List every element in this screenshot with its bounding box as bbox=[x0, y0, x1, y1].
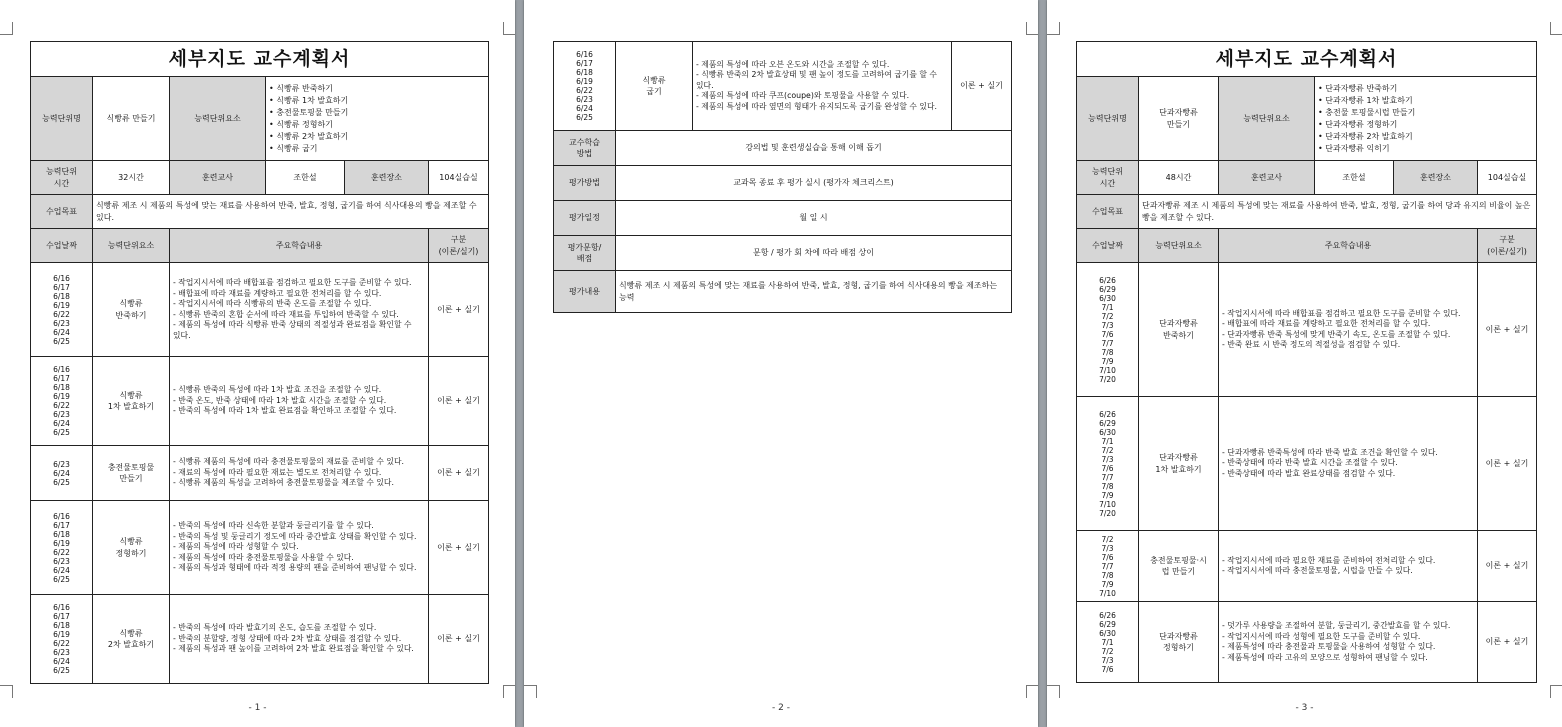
lesson-date: 7/2 bbox=[1101, 534, 1114, 544]
lesson-content-line: - 재료의 특성에 따라 필요한 재료는 별도로 전처리할 수 있다. bbox=[173, 467, 382, 477]
lesson-date: 7/7 bbox=[1101, 338, 1114, 348]
lesson-content-line: - 식빵류 제품의 특성을 고려하여 충전물토핑물을 제조할 수 있다. bbox=[173, 478, 394, 488]
lesson-date: 7/1 bbox=[1101, 637, 1114, 647]
goal-text: 단과자빵류 제조 시 제품의 특성에 맞는 재료를 사용하여 반죽, 발효, 정형, 굽기를 하여 당과 유지의 비율이 높은 빵을 제조할 수 있다. bbox=[1139, 195, 1537, 229]
lesson-dates bbox=[31, 263, 93, 357]
eval-content-label: 평가내용 bbox=[554, 271, 616, 313]
lesson-type: 이론 + 실기 bbox=[1478, 531, 1537, 602]
teacher-label: 훈련교사 bbox=[170, 161, 266, 195]
lesson-content-line: - 식빵류 제품의 특성에 따라 충전물토핑물의 재료를 준비할 수 있다. bbox=[173, 457, 404, 467]
lesson-type: 이론 + 실기 bbox=[429, 595, 489, 684]
element-list-item: • 식빵류 1차 발효하기 bbox=[269, 95, 349, 105]
lesson-date: 6/29 bbox=[1099, 418, 1116, 428]
lesson-row bbox=[1077, 531, 1537, 602]
lesson-date: 6/24 bbox=[53, 657, 70, 666]
lesson-content-line: - 작업지시서에 따라 배합표를 점검하고 필요한 도구를 준비할 수 있다. bbox=[173, 278, 412, 287]
lesson-content bbox=[1219, 531, 1478, 602]
method-label: 교수학습 방법 bbox=[554, 131, 616, 166]
lesson-date: 7/7 bbox=[1101, 561, 1114, 571]
lesson-date: 7/3 bbox=[1101, 320, 1114, 330]
page-number: - 2 - bbox=[772, 703, 790, 713]
element-list-item: • 단과자빵류 2차 발효하기 bbox=[1318, 131, 1413, 141]
lesson-date: 7/10 bbox=[1099, 365, 1116, 375]
plan-table bbox=[1076, 41, 1537, 683]
lesson-dates bbox=[1077, 531, 1139, 602]
hours-label: 능력단위 시간 bbox=[1077, 161, 1139, 195]
lesson-date: 7/8 bbox=[1101, 481, 1114, 491]
lesson-type: 이론 + 실기 bbox=[1478, 602, 1537, 683]
lesson-content-line: - 배합표에 따라 재료를 계량하고 필요한 전처리를 할 수 있다. bbox=[173, 288, 382, 298]
lesson-element: 단과자빵류 정형하기 bbox=[1139, 602, 1219, 683]
lesson-date: 6/23 bbox=[53, 318, 70, 328]
lesson-date: 6/26 bbox=[1099, 409, 1116, 419]
element-list-item: • 충전물 토핑물시럽 만들기 bbox=[1318, 107, 1416, 117]
lesson-element: 식빵류 반죽하기 bbox=[93, 263, 170, 357]
element-col-header: 능력단위요소 bbox=[93, 229, 170, 263]
lesson-date: 6/25 bbox=[53, 477, 70, 487]
lesson-date: 6/23 bbox=[53, 459, 70, 469]
lesson-content-line: - 식빵류 반죽의 2차 발효상태 및 팬 높이 정도를 고려하여 굽기를 할 수 있다. bbox=[696, 70, 937, 90]
lesson-date: 6/19 bbox=[53, 300, 70, 310]
hours-label: 능력단위 시간 bbox=[31, 161, 93, 195]
lesson-content-line: - 반죽상태에 따라 발효 완료상태를 점검할 수 있다. bbox=[1222, 468, 1396, 478]
element-col-header: 능력단위요소 bbox=[1139, 229, 1219, 263]
lesson-date: 6/23 bbox=[53, 648, 70, 657]
teacher: 조한설 bbox=[1315, 161, 1394, 195]
lesson-date: 6/22 bbox=[53, 639, 70, 648]
place: 104실습실 bbox=[1478, 161, 1537, 195]
lesson-date: 6/17 bbox=[53, 520, 70, 530]
lesson-date: 7/6 bbox=[1101, 552, 1114, 562]
eval-method-text: 교과목 종료 후 평가 실시 (평가자 체크리스트) bbox=[616, 166, 1012, 201]
lesson-date: 7/7 bbox=[1101, 472, 1114, 482]
lesson-date: 7/10 bbox=[1099, 588, 1116, 598]
lesson-date: 6/30 bbox=[1099, 427, 1116, 437]
lesson-date: 6/18 bbox=[53, 529, 70, 539]
lesson-content-line: - 반죽 완료 시 반죽 정도의 적절성을 점검할 수 있다. bbox=[1222, 340, 1401, 349]
lesson-row bbox=[31, 263, 489, 357]
lesson-date: 7/20 bbox=[1099, 374, 1116, 384]
lesson-content bbox=[170, 357, 429, 446]
lesson-content-line: - 덧가루 사용량을 조절하여 분할, 둥글리기, 중간발효를 할 수 있다. bbox=[1222, 621, 1451, 630]
lesson-content bbox=[693, 42, 952, 131]
lesson-content bbox=[170, 595, 429, 684]
lesson-element: 식빵류 굽기 bbox=[616, 42, 693, 131]
element-list-item: • 단과자빵류 정형하기 bbox=[1318, 119, 1398, 129]
lesson-row bbox=[31, 501, 489, 595]
lesson-date: 6/26 bbox=[1099, 610, 1116, 620]
goal-label: 수업목표 bbox=[31, 195, 93, 229]
lesson-date: 6/22 bbox=[53, 401, 70, 410]
element-list-item: • 식빵류 2차 발효하기 bbox=[269, 131, 349, 141]
lesson-date: 7/3 bbox=[1101, 454, 1114, 464]
lesson-dates bbox=[31, 501, 93, 595]
lesson-date: 6/22 bbox=[53, 309, 70, 319]
page-1 bbox=[0, 0, 515, 727]
place-label: 훈련장소 bbox=[345, 161, 429, 195]
lesson-date: 7/6 bbox=[1101, 329, 1114, 339]
element-list-item: • 식빵류 반죽하기 bbox=[269, 83, 333, 93]
lesson-content-line: - 제품의 특성과 팬 높이를 고려하여 2차 발효 완료점을 확인할 수 있다. bbox=[173, 644, 414, 654]
lesson-content-line: - 제품특성에 따라 고유의 모양으로 성형하여 팬닝할 수 있다. bbox=[1222, 652, 1428, 662]
unit-name-label: 능력단위명 bbox=[1077, 77, 1139, 161]
lesson-element: 단과자빵류 반죽하기 bbox=[1139, 263, 1219, 397]
lesson-content bbox=[170, 501, 429, 595]
lesson-date: 7/9 bbox=[1101, 356, 1114, 366]
lesson-date: 6/16 bbox=[53, 511, 70, 521]
lesson-date: 6/16 bbox=[53, 365, 70, 374]
lesson-content-line: - 제품특성에 따라 충전물과 토핑물을 사용하여 성형할 수 있다. bbox=[1222, 642, 1436, 651]
lesson-content-line: - 단과자빵류 반죽특성에 따라 반죽 발효 조건을 확인할 수 있다. bbox=[1222, 447, 1438, 457]
lesson-row bbox=[1077, 263, 1537, 397]
lesson-date: 6/26 bbox=[1099, 275, 1116, 285]
eval-content-text: 식빵류 제조 시 제품의 특성에 맞는 재료를 사용하여 반죽, 발효, 정형, 굽기를 하여 식사대용의 빵을 제조하는 능력 bbox=[616, 271, 1012, 313]
lesson-element: 식빵류 1차 발효하기 bbox=[93, 357, 170, 446]
lesson-date: 7/20 bbox=[1099, 508, 1116, 518]
lesson-type: 이론 + 실기 bbox=[952, 42, 1012, 131]
lesson-content-line: - 반죽의 특성에 따라 1차 발효 완료점을 확인하고 조절할 수 있다. bbox=[173, 406, 397, 416]
lesson-date: 7/2 bbox=[1101, 311, 1114, 321]
lesson-row bbox=[1077, 602, 1537, 683]
lesson-content-line: - 제품의 특성에 따라 충전물토핑물을 사용할 수 있다. bbox=[173, 552, 354, 562]
lesson-content-line: - 작업지시서에 따라 성형에 필요한 도구를 준비할 수 있다. bbox=[1222, 631, 1421, 641]
place-label: 훈련장소 bbox=[1394, 161, 1478, 195]
lesson-dates bbox=[31, 595, 93, 684]
lesson-date: 7/6 bbox=[1101, 664, 1114, 674]
lesson-element: 식빵류 정형하기 bbox=[93, 501, 170, 595]
teacher-label: 훈련교사 bbox=[1219, 161, 1315, 195]
page-3 bbox=[1047, 0, 1562, 727]
lesson-type: 이론 + 실기 bbox=[1478, 397, 1537, 531]
lesson-content-line: - 제품의 특성에 따라 성형할 수 있다. bbox=[173, 542, 299, 552]
unit-name: 식빵류 만들기 bbox=[93, 77, 170, 161]
lesson-content-line: - 반죽의 특성에 따라 신속한 분할과 둥글리기를 할 수 있다. bbox=[173, 521, 374, 531]
lesson-dates bbox=[1077, 397, 1139, 531]
lesson-date: 6/23 bbox=[53, 410, 70, 419]
lesson-date: 7/3 bbox=[1101, 543, 1114, 553]
lesson-dates bbox=[31, 357, 93, 446]
lesson-date: 6/30 bbox=[1099, 293, 1116, 303]
teacher: 조한설 bbox=[266, 161, 345, 195]
lesson-date: 6/18 bbox=[576, 68, 593, 77]
lesson-date: 6/17 bbox=[53, 282, 70, 292]
lesson-date: 7/3 bbox=[1101, 655, 1114, 665]
lesson-content-line: - 반죽의 특성에 따라 발효기의 온도, 습도를 조절할 수 있다. bbox=[173, 623, 377, 633]
doc-title: 세부지도 교수계획서 bbox=[31, 42, 489, 77]
lesson-dates bbox=[1077, 602, 1139, 683]
method-text: 강의법 및 훈련생실습을 통해 이해 돕기 bbox=[616, 131, 1012, 166]
lesson-dates bbox=[554, 42, 616, 131]
lesson-dates bbox=[31, 446, 93, 501]
lesson-date: 6/30 bbox=[1099, 628, 1116, 638]
lesson-date: 6/16 bbox=[576, 50, 593, 59]
lesson-type: 이론 + 실기 bbox=[429, 263, 489, 357]
lesson-date: 6/24 bbox=[53, 327, 70, 337]
lesson-date: 6/24 bbox=[53, 565, 70, 575]
lesson-date: 6/19 bbox=[576, 77, 593, 86]
hours: 32시간 bbox=[93, 161, 170, 195]
content-col-header: 주요학습내용 bbox=[170, 229, 429, 263]
lesson-date: 6/25 bbox=[53, 666, 70, 675]
lesson-date: 6/17 bbox=[576, 59, 593, 68]
lesson-date: 7/8 bbox=[1101, 570, 1114, 580]
eval-item-text: 문항 / 평가 회 차에 따라 배점 상이 bbox=[616, 236, 1012, 271]
page-2 bbox=[524, 0, 1038, 727]
lesson-content-line: - 제품의 특성에 따라 쿠프(coupe)와 토핑물을 사용할 수 있다. bbox=[696, 91, 910, 101]
lesson-date: 7/9 bbox=[1101, 579, 1114, 589]
place: 104실습실 bbox=[429, 161, 489, 195]
lesson-content-line: - 제품의 특성에 따라 식빵류 반죽 상태의 적절성과 완료점을 확인할 수 있다. bbox=[173, 320, 412, 340]
type-col-header: 구분 (이론/실기) bbox=[1478, 229, 1537, 263]
lesson-content-line: - 제품의 특성에 따라 오븐 온도와 시간을 조절할 수 있다. bbox=[696, 59, 890, 69]
lesson-row bbox=[31, 595, 489, 684]
date-col-header: 수업날짜 bbox=[31, 229, 93, 263]
lesson-date: 6/17 bbox=[53, 374, 70, 383]
lesson-content bbox=[170, 446, 429, 501]
lesson-date: 7/8 bbox=[1101, 347, 1114, 357]
lesson-type: 이론 + 실기 bbox=[1478, 263, 1537, 397]
element-list-item: • 단과자빵류 익히기 bbox=[1318, 143, 1390, 153]
eval-schedule-text: 월 일 시 bbox=[616, 201, 1012, 236]
lesson-content bbox=[1219, 602, 1478, 683]
lesson-date: 6/29 bbox=[1099, 619, 1116, 629]
lesson-date: 6/17 bbox=[53, 612, 70, 621]
lesson-date: 7/10 bbox=[1099, 499, 1116, 509]
lesson-date: 6/18 bbox=[53, 383, 70, 392]
lesson-date: 7/6 bbox=[1101, 463, 1114, 473]
lesson-date: 6/24 bbox=[576, 104, 593, 113]
lesson-date: 6/25 bbox=[53, 428, 70, 437]
content-col-header: 주요학습내용 bbox=[1219, 229, 1478, 263]
lesson-element: 단과자빵류 1차 발효하기 bbox=[1139, 397, 1219, 531]
lesson-type: 이론 + 실기 bbox=[429, 446, 489, 501]
hours: 48시간 bbox=[1139, 161, 1219, 195]
lesson-row bbox=[1077, 397, 1537, 531]
lesson-element: 식빵류 2차 발효하기 bbox=[93, 595, 170, 684]
element-list-item: • 식빵류 굽기 bbox=[269, 143, 318, 153]
lesson-type: 이론 + 실기 bbox=[429, 357, 489, 446]
lesson-date: 7/2 bbox=[1101, 646, 1114, 656]
lesson-date: 6/16 bbox=[53, 273, 70, 283]
lesson-date: 6/19 bbox=[53, 538, 70, 548]
element-list-item: • 식빵류 정형하기 bbox=[269, 119, 333, 129]
lesson-date: 7/1 bbox=[1101, 302, 1114, 312]
lesson-date: 6/18 bbox=[53, 291, 70, 301]
doc-title: 세부지도 교수계획서 bbox=[1077, 42, 1537, 77]
lesson-content-line: - 반죽의 분할량, 정형 상태에 따라 2차 발효 상태를 점검할 수 있다. bbox=[173, 633, 402, 643]
lesson-date: 6/23 bbox=[576, 95, 593, 104]
lesson-type: 이론 + 실기 bbox=[429, 501, 489, 595]
lesson-date: 6/19 bbox=[53, 392, 70, 401]
lesson-content bbox=[170, 263, 429, 357]
date-col-header: 수업날짜 bbox=[1077, 229, 1139, 263]
unit-element-label: 능력단위요소 bbox=[1219, 77, 1315, 161]
lesson-date: 6/24 bbox=[53, 419, 70, 428]
lesson-date: 6/19 bbox=[53, 630, 70, 639]
page-number: - 3 - bbox=[1295, 703, 1314, 713]
unit-element-label: 능력단위요소 bbox=[170, 77, 266, 161]
plan-table-continued bbox=[553, 41, 1012, 313]
eval-method-label: 평가방법 bbox=[554, 166, 616, 201]
lesson-content-line: - 작업지시서에 따라 배합표를 점검하고 필요한 도구를 준비할 수 있다. bbox=[1222, 308, 1461, 318]
elements-list bbox=[266, 77, 489, 161]
lesson-date: 6/22 bbox=[576, 86, 593, 95]
lesson-date: 6/16 bbox=[53, 603, 70, 612]
lesson-date: 6/29 bbox=[1099, 284, 1116, 294]
lesson-content-line: - 작업지시서에 따라 식빵류의 반죽 온도를 조절할 수 있다. bbox=[173, 299, 372, 308]
lesson-date: 7/2 bbox=[1101, 445, 1114, 455]
lesson-content-line: - 반죽의 특성 및 둥글리기 정도에 따라 중간발효 상태를 확인할 수 있다. bbox=[173, 531, 417, 541]
lesson-row bbox=[31, 446, 489, 501]
lesson-content-line: - 반죽 온도, 반죽 상태에 따라 1차 발효 시간을 조절할 수 있다. bbox=[173, 395, 387, 405]
elements-list bbox=[1315, 77, 1537, 161]
lesson-content-line: - 식빵류 반죽의 특성에 따라 1차 발효 조건을 조절할 수 있다. bbox=[173, 385, 382, 395]
lesson-date: 7/1 bbox=[1101, 436, 1114, 446]
lesson-content-line: - 제품의 특성과 형태에 따라 적정 용량의 팬을 준비하여 팬닝할 수 있다. bbox=[173, 563, 417, 573]
goal-text: 식빵류 제조 시 제품의 특성에 맞는 재료를 사용하여 반죽, 발효, 정형, 굽기를 하여 식사대용의 빵을 제조할 수 있다. bbox=[93, 195, 489, 229]
eval-item-label: 평가문항/ 배점 bbox=[554, 236, 616, 271]
lesson-date: 6/23 bbox=[53, 556, 70, 566]
lesson-date: 6/24 bbox=[53, 468, 70, 478]
unit-name: 단과자빵류 만들기 bbox=[1139, 77, 1219, 161]
lesson-date: 7/9 bbox=[1101, 490, 1114, 500]
lesson-date: 6/25 bbox=[576, 113, 593, 122]
lesson-content-line: - 작업지시서에 따라 필요한 재료를 준비하여 전처리할 수 있다. bbox=[1222, 555, 1436, 565]
lesson-content-line: - 식빵류 반죽의 혼합 순서에 따라 재료를 투입하여 반죽할 수 있다. bbox=[173, 309, 399, 319]
lesson-content-line: - 제품의 특성에 따라 옆면의 형태가 유지되도록 굽기를 완성할 수 있다. bbox=[696, 101, 937, 111]
lesson-content bbox=[1219, 263, 1478, 397]
eval-schedule-label: 평가일정 bbox=[554, 201, 616, 236]
lesson-content-line: - 단과자빵류 반죽 특성에 맞게 반죽기 속도, 온도를 조절할 수 있다. bbox=[1222, 329, 1451, 339]
lesson-date: 6/22 bbox=[53, 547, 70, 557]
element-list-item: • 단과자빵류 1차 발효하기 bbox=[1318, 95, 1413, 105]
lesson-element: 충전물토핑물·시 럽 만들기 bbox=[1139, 531, 1219, 602]
lesson-date: 6/18 bbox=[53, 621, 70, 630]
lesson-content-line: - 배합표에 따라 재료를 계량하고 필요한 전처리를 할 수 있다. bbox=[1222, 319, 1431, 328]
lesson-content-line: - 작업지시서에 따라 충전물토핑물, 시럽을 만들 수 있다. bbox=[1222, 566, 1413, 575]
lesson-row bbox=[554, 42, 1012, 131]
lesson-element: 충전물토핑물 만들기 bbox=[93, 446, 170, 501]
lesson-row bbox=[31, 357, 489, 446]
lesson-date: 6/25 bbox=[53, 574, 70, 584]
element-list-item: • 단과자빵류 반죽하기 bbox=[1318, 83, 1398, 93]
page-number: - 1 - bbox=[248, 703, 267, 713]
unit-name-label: 능력단위명 bbox=[31, 77, 93, 161]
goal-label: 수업목표 bbox=[1077, 195, 1139, 229]
lesson-content bbox=[1219, 397, 1478, 531]
type-col-header: 구분 (이론/실기) bbox=[429, 229, 489, 263]
element-list-item: • 충전물토핑물 만들기 bbox=[269, 107, 349, 117]
lesson-date: 6/25 bbox=[53, 336, 70, 346]
lesson-dates bbox=[1077, 263, 1139, 397]
lesson-content-line: - 반죽상태에 따라 반죽 발효 시간을 조절할 수 있다. bbox=[1222, 458, 1398, 468]
plan-table bbox=[30, 41, 489, 684]
